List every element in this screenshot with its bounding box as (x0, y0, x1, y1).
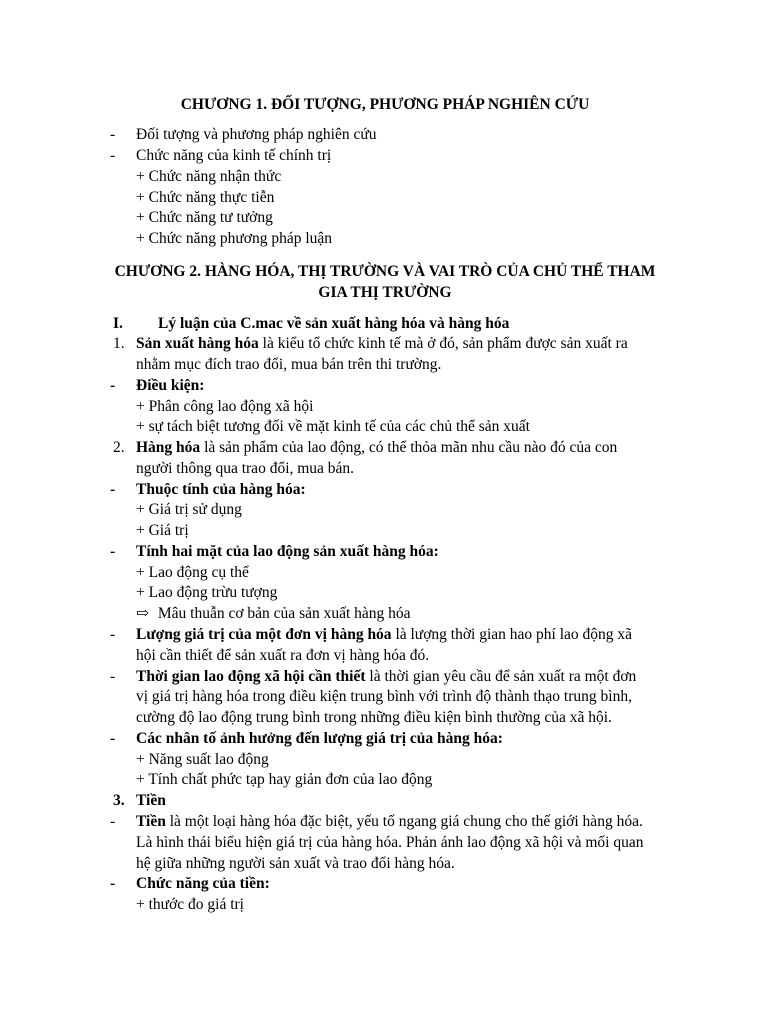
term-bold: Thời gian lao động xã hội cần thiết (136, 668, 366, 685)
list-dash: - (110, 730, 116, 747)
chapter-2-title-line2: GIA THỊ TRƯỜNG (318, 284, 452, 301)
definition-text: là một loại hàng hóa đặc biệt, yếu tố ngang giá chung cho thế giới hàng hóa. (165, 813, 643, 830)
ch1-item-text: + Chức năng tư tưởng (136, 209, 273, 226)
definition-text: là thời gian yêu cầu để sản xuất ra một đơn (365, 668, 637, 685)
factor-text: + Tính chất phức tạp hay giản đơn của lao động (136, 771, 433, 788)
subsection-number: 2. (113, 439, 125, 456)
list-dash: - (110, 813, 116, 830)
ch1-item-text: Chức năng của kinh tế chính trị (136, 147, 332, 164)
section-title: Lý luận của C.mac về sản xuất hàng hóa và hàng hóa (158, 315, 510, 332)
definition-text: hội cần thiết để sản xuất ra đơn vị hàng hóa đó. (136, 647, 430, 664)
condition-text: + Phân công lao động xã hội (136, 398, 314, 415)
definition-text: người thông qua trao đổi, mua bán. (136, 460, 355, 477)
term-bold: Lượng giá trị của một đơn vị hàng hóa (136, 626, 392, 643)
list-dash: - (110, 377, 116, 394)
definition-text: hệ giữa những người sản xuất và trao đổi hàng hóa. (136, 855, 455, 872)
chapter-1-title: CHƯƠNG 1. ĐỐI TƯỢNG, PHƯƠNG PHÁP NGHIÊN CỨU (180, 96, 590, 113)
definition-text: Là hình thái biểu hiện giá trị của hàng hóa. Phản ánh lao động xã hội và mối quan (136, 834, 644, 851)
function-text: + thước đo giá trị (136, 896, 244, 913)
list-dash: - (110, 481, 116, 498)
ch1-item-text: + Chức năng thực tiễn (136, 189, 275, 206)
conditions-label: Điều kiện: (136, 377, 205, 394)
list-dash: - (110, 126, 116, 143)
definition-text: cường độ lao động trung bình trong những điều kiện bình thường của xã hội. (136, 709, 612, 726)
conclusion-text: Mâu thuẫn cơ bản của sản xuất hàng hóa (157, 605, 411, 622)
definition-text: là kiểu tổ chức kinh tế mà ở đó, sản phẩm được sản xuất ra (258, 335, 628, 352)
section-number: I. (113, 315, 123, 332)
list-dash: - (110, 668, 116, 685)
properties-label: Thuộc tính của hàng hóa: (136, 481, 306, 498)
dual-nature-label: Tính hai mặt của lao động sản xuất hàng hóa: (136, 543, 439, 560)
list-dash: - (110, 875, 116, 892)
money-functions-label: Chức năng của tiền: (136, 875, 270, 892)
list-dash: - (110, 626, 116, 643)
arrow-right-icon: ⇨ (136, 605, 149, 622)
ch1-item-text: + Chức năng nhận thức (136, 168, 282, 185)
definition-text: là lượng thời gian hao phí lao động xã (391, 626, 633, 643)
ch1-item-text: + Chức năng phương pháp luận (136, 230, 333, 247)
factors-label: Các nhân tố ảnh hưởng đến lượng giá trị của hàng hóa: (136, 730, 503, 747)
definition-text: là sản phẩm của lao động, có thể thỏa mãn nhu cầu nào đó của con (200, 439, 618, 456)
definition-text: nhằm mục đích trao đổi, mua bán trên thi trường. (136, 356, 442, 373)
condition-text: + sự tách biệt tương đối về mặt kinh tế của các chủ thể sản xuất (136, 418, 530, 435)
dual-nature-text: + Lao động trừu tượng (136, 584, 278, 601)
term-bold: Tiền (136, 813, 166, 830)
factor-text: + Năng suất lao động (136, 751, 269, 768)
subsection-title: Tiền (136, 792, 166, 809)
term-bold: Sản xuất hàng hóa (136, 335, 259, 352)
subsection-number: 3. (113, 792, 125, 809)
subsection-number: 1. (113, 335, 125, 352)
list-dash: - (110, 543, 116, 560)
term-bold: Hàng hóa (136, 439, 201, 456)
ch1-item-text: Đối tượng và phương pháp nghiên cứu (136, 126, 377, 143)
chapter-2-title-line1: CHƯƠNG 2. HÀNG HÓA, THỊ TRƯỜNG VÀ VAI TRÒ CỦA CHỦ THỂ THAM (114, 263, 656, 280)
property-text: + Giá trị (136, 522, 189, 539)
property-text: + Giá trị sử dụng (136, 501, 242, 518)
definition-text: vị giá trị hàng hóa trong điều kiện trung bình với trình độ thành thạo trung bình, (136, 688, 632, 705)
dual-nature-text: + Lao động cụ thể (136, 564, 249, 581)
list-dash: - (110, 147, 116, 164)
